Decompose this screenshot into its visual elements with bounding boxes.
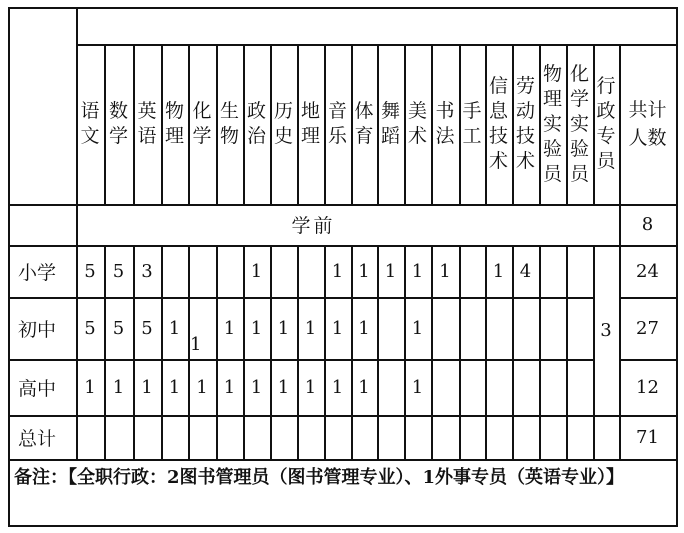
subject-label: 化学实验员 <box>570 62 590 185</box>
junior-value-chem_lab <box>566 297 593 359</box>
subject-label: 历史 <box>274 100 294 147</box>
subject-header-calligraphy <box>431 44 459 204</box>
table-border-right <box>676 7 678 527</box>
junior-label: 初中 <box>18 318 57 341</box>
footnote: 备注：【全职行政：2图书管理员（图书管理专业）、1外事专员（英语专业）】 <box>14 467 625 488</box>
primary-value-it: 1 <box>492 260 505 282</box>
primary-value-labor: 4 <box>519 260 532 282</box>
senior-value-english: 1 <box>141 376 153 398</box>
subject-label: 音乐 <box>328 100 348 147</box>
junior-total: 27 <box>636 317 659 339</box>
primary-value-pe: 1 <box>358 260 370 282</box>
senior-value-chem_lab <box>566 359 593 415</box>
grid-hline <box>8 459 678 461</box>
primary-value-history <box>270 245 297 297</box>
subject-header-chem_lab <box>566 44 593 204</box>
primary-value-chinese: 5 <box>84 260 96 282</box>
preschool-label: 学前 <box>291 215 336 237</box>
senior-value-physics: 1 <box>168 376 181 398</box>
junior-value-it <box>485 297 512 359</box>
senior-value-pe: 1 <box>358 376 370 398</box>
primary-value-handcraft <box>459 245 485 297</box>
sum-label: 总计 <box>18 427 57 450</box>
total-header <box>619 44 676 204</box>
subject-label: 物理实验员 <box>543 62 563 185</box>
senior-value-handcraft <box>459 359 485 415</box>
junior-value-dance <box>377 297 404 359</box>
subject-header-labor <box>512 44 539 204</box>
senior-value-chemistry: 1 <box>196 376 208 398</box>
junior-value-english: 5 <box>141 317 153 339</box>
primary-value-dance: 1 <box>384 260 397 282</box>
subject-header-physics <box>161 44 188 204</box>
junior-value-pe: 1 <box>358 317 370 339</box>
primary-value-calligraphy: 1 <box>439 260 451 282</box>
subject-header-politics <box>243 44 270 204</box>
subject-header-it <box>485 44 512 204</box>
junior-value-physics: 1 <box>168 317 181 339</box>
senior-value-calligraphy <box>431 359 459 415</box>
junior-value-calligraphy <box>431 297 459 359</box>
senior-value-dance <box>377 359 404 415</box>
senior-value-art: 1 <box>411 376 424 398</box>
staff-allocation-table <box>8 7 676 525</box>
subject-label: 体育 <box>354 100 374 147</box>
primary-value-geography <box>297 245 324 297</box>
senior-label: 高中 <box>18 377 57 400</box>
senior-value-biology: 1 <box>223 376 236 398</box>
senior-value-music: 1 <box>331 376 344 398</box>
primary-value-physics_lab <box>539 245 566 297</box>
subject-header-music <box>324 44 351 204</box>
primary-value-chemistry <box>188 245 216 297</box>
subjects-title <box>76 7 676 44</box>
subject-header-chemistry <box>188 44 216 204</box>
subject-label: 物理 <box>165 100 185 147</box>
senior-value-labor <box>512 359 539 415</box>
subject-header-chinese <box>76 44 104 204</box>
primary-value-math: 5 <box>112 260 125 282</box>
admin-merged-value: 3 <box>600 319 612 341</box>
primary-value-art: 1 <box>411 260 424 282</box>
primary-label: 小学 <box>18 261 57 284</box>
senior-value-physics_lab <box>539 359 566 415</box>
subject-label: 美术 <box>408 100 428 147</box>
junior-value-labor <box>512 297 539 359</box>
senior-value-history: 1 <box>277 376 290 398</box>
sum-total: 71 <box>636 426 659 448</box>
subject-header-history <box>270 44 297 204</box>
junior-value-chinese: 5 <box>84 317 96 339</box>
subject-header-handcraft <box>459 44 485 204</box>
preschool-total: 8 <box>641 214 654 235</box>
subject-label: 生物 <box>220 100 240 147</box>
primary-value-politics: 1 <box>250 260 263 282</box>
primary-value-physics <box>161 245 188 297</box>
subject-label: 语文 <box>80 100 100 147</box>
senior-value-math: 1 <box>112 376 125 398</box>
table-border-bottom <box>8 525 678 527</box>
subject-header-physics_lab <box>539 44 566 204</box>
junior-value-politics: 1 <box>250 317 263 339</box>
junior-value-biology: 1 <box>223 317 236 339</box>
subject-header-dance <box>377 44 404 204</box>
subject-label: 政治 <box>247 100 267 147</box>
subject-header-biology <box>216 44 243 204</box>
subject-label: 数学 <box>109 100 129 147</box>
grid-hline <box>8 415 678 417</box>
subject-label: 行政专员 <box>596 75 616 172</box>
junior-value-handcraft <box>459 297 485 359</box>
primary-value-english: 3 <box>141 260 153 282</box>
primary-value-biology <box>216 245 243 297</box>
junior-value-music: 1 <box>331 317 344 339</box>
junior-value-physics_lab <box>539 297 566 359</box>
subject-label: 劳动技术 <box>516 75 536 172</box>
junior-value-history: 1 <box>277 317 290 339</box>
subject-header-english <box>133 44 161 204</box>
subject-label: 地理 <box>301 100 321 147</box>
senior-value-chinese: 1 <box>84 376 96 398</box>
subject-label: 化学 <box>192 100 212 147</box>
subject-header-math <box>104 44 133 204</box>
junior-value-geography: 1 <box>304 317 317 339</box>
subject-header-geography <box>297 44 324 204</box>
junior-value-math: 5 <box>112 317 125 339</box>
primary-value-chem_lab <box>566 245 593 297</box>
primary-total: 24 <box>636 260 659 282</box>
senior-value-politics: 1 <box>250 376 263 398</box>
subject-label: 手工 <box>462 100 482 147</box>
junior-value-chemistry: 1 <box>190 334 202 355</box>
junior-value-art: 1 <box>411 317 424 339</box>
subject-label: 书法 <box>435 100 455 147</box>
senior-total: 12 <box>636 376 659 398</box>
subject-header-admin <box>593 44 619 204</box>
subject-label: 舞蹈 <box>381 100 401 147</box>
subject-label: 信息技术 <box>489 75 509 172</box>
stage-header <box>8 7 76 204</box>
primary-value-music: 1 <box>331 260 344 282</box>
subject-label: 英语 <box>137 100 157 147</box>
subject-header-pe <box>351 44 377 204</box>
senior-value-geography: 1 <box>304 376 317 398</box>
total-header-label: 共计人数 <box>628 99 667 149</box>
subject-header-art <box>404 44 431 204</box>
senior-value-it <box>485 359 512 415</box>
